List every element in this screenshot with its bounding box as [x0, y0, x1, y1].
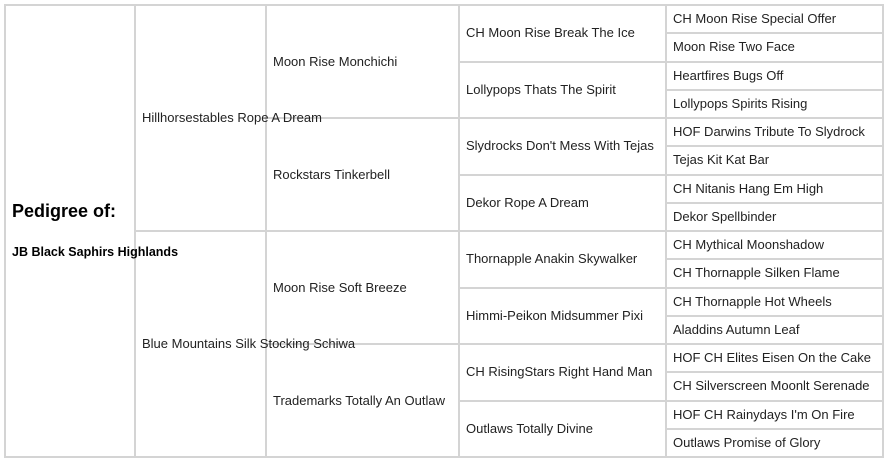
- gen2-cell: Moon Rise Soft Breeze: [266, 231, 459, 344]
- gen4-cell: HOF Darwins Tribute To Slydrock: [666, 118, 883, 146]
- gen3-cell: CH RisingStars Right Hand Man: [459, 344, 666, 401]
- gen4-cell: Moon Rise Two Face: [666, 33, 883, 61]
- pedigree-title: Pedigree of:: [12, 200, 117, 221]
- gen4-cell: Dekor Spellbinder: [666, 203, 883, 231]
- gen3-cell: CH Moon Rise Break The Ice: [459, 5, 666, 62]
- gen3-cell: Lollypops Thats The Spirit: [459, 62, 666, 119]
- gen4-cell: Tejas Kit Kat Bar: [666, 146, 883, 174]
- gen4-cell: Aladdins Autumn Leaf: [666, 316, 883, 344]
- gen3-cell: Outlaws Totally Divine: [459, 401, 666, 458]
- sire-cell: [135, 5, 322, 231]
- subject-cell: [5, 5, 179, 457]
- gen4-cell: CH Thornapple Silken Flame: [666, 259, 883, 287]
- sire-name: Hillhorsestables Rope A Dream: [142, 110, 322, 125]
- gen3-cell: Thornapple Anakin Skywalker: [459, 231, 666, 288]
- gen4-cell: HOF CH Elites Eisen On the Cake: [666, 344, 883, 372]
- gen2-cell: Rockstars Tinkerbell: [266, 118, 459, 231]
- gen3-cell: Slydrocks Don't Mess With Tejas: [459, 118, 666, 175]
- gen2-cell: Moon Rise Monchichi: [266, 5, 459, 118]
- gen3-cell: Dekor Rope A Dream: [459, 175, 666, 232]
- gen4-cell: Lollypops Spirits Rising: [666, 90, 883, 118]
- pedigree-table: [4, 4, 884, 458]
- gen4-cell: HOF CH Rainydays I'm On Fire: [666, 401, 883, 429]
- subject-dog-name: JB Black Saphirs Highlands: [12, 244, 179, 259]
- gen4-cell: CH Thornapple Hot Wheels: [666, 288, 883, 316]
- gen4-cell: Outlaws Promise of Glory: [666, 429, 883, 457]
- gen2-cell: Trademarks Totally An Outlaw: [266, 344, 459, 457]
- gen4-cell: CH Moon Rise Special Offer: [666, 5, 883, 33]
- gen4-cell: CH Nitanis Hang Em High: [666, 175, 883, 203]
- gen4-cell: Heartfires Bugs Off: [666, 62, 883, 90]
- gen4-cell: CH Silverscreen Moonlt Serenade: [666, 372, 883, 400]
- gen4-cell: CH Mythical Moonshadow: [666, 231, 883, 259]
- gen3-cell: Himmi-Peikon Midsummer Pixi: [459, 288, 666, 345]
- dam-name: Blue Mountains Silk Stocking Schiwa: [142, 336, 356, 351]
